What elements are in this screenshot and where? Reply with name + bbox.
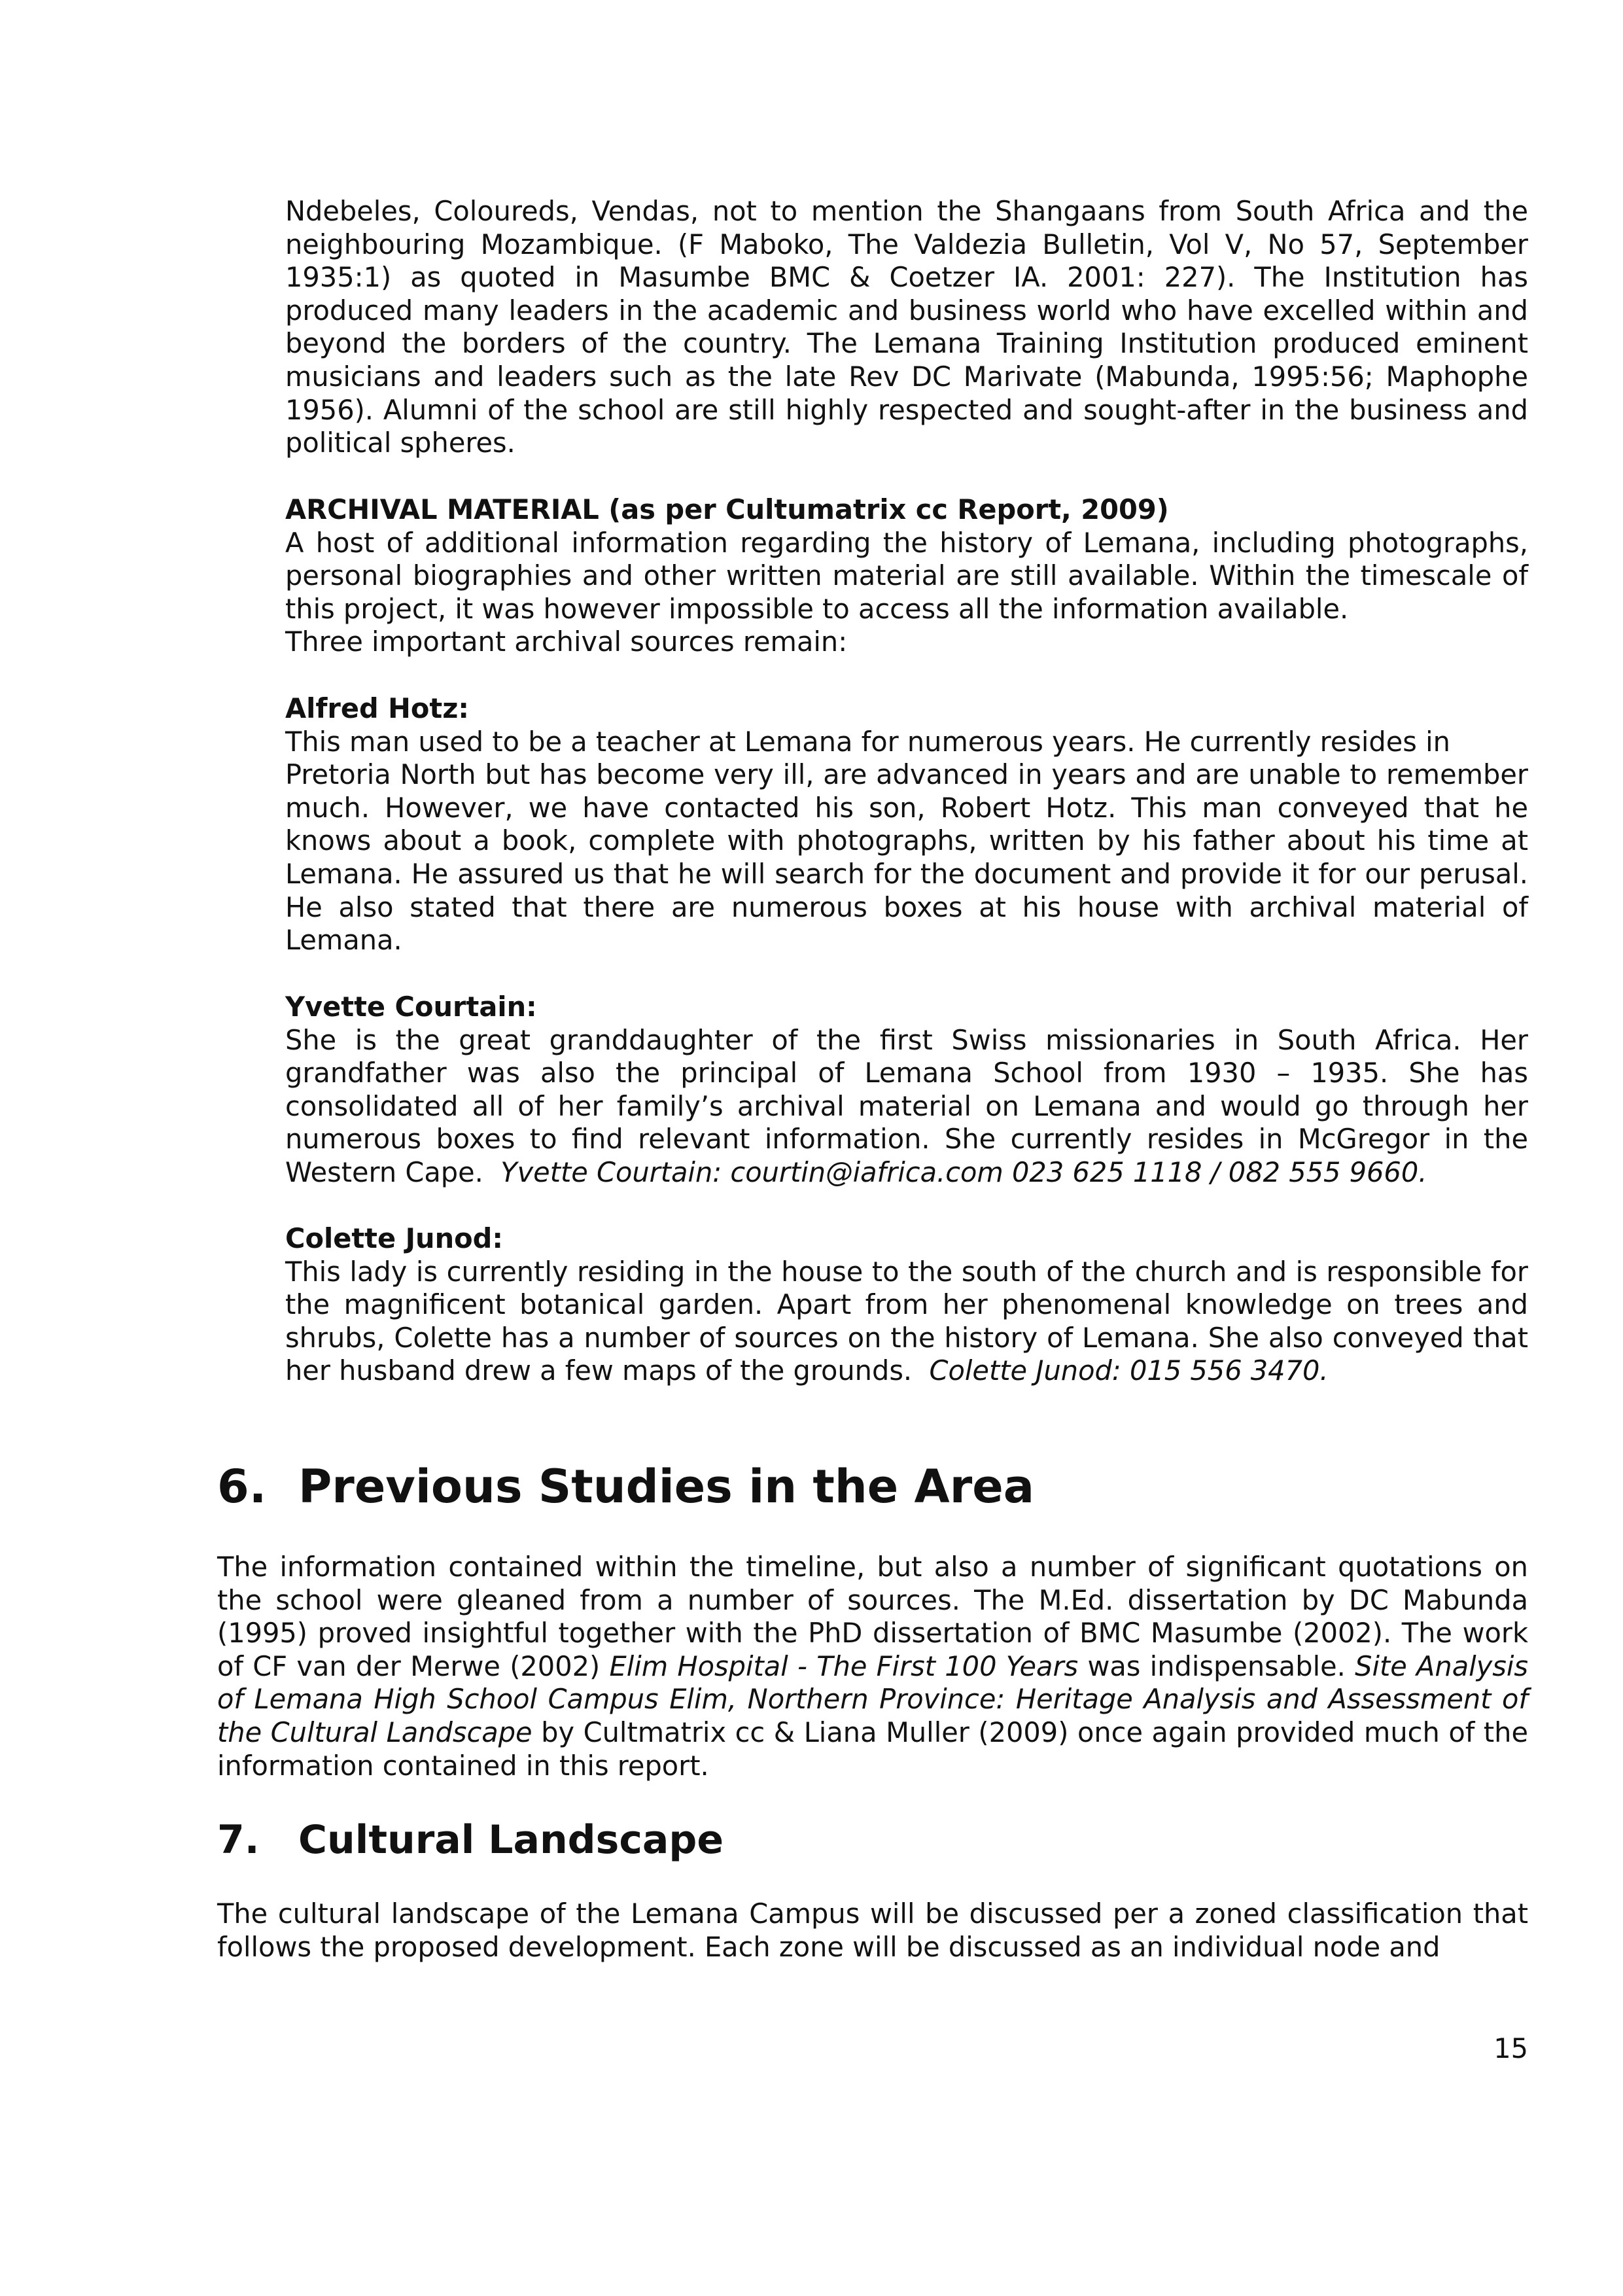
section-7-heading xyxy=(217,1816,1528,1863)
source-first-line: This man used to be a teacher at Lemana for numerous years. He currently resides in xyxy=(285,725,1450,758)
source-contact: Colette Junod: 015 556 3470. xyxy=(929,1354,1329,1387)
text-run: by Cultmatrix cc & Liana Muller (2009) once again provided much of the information contained in this report. xyxy=(217,1716,1529,1782)
section-number: 6. xyxy=(217,1460,267,1513)
section-number: 7. xyxy=(217,1817,260,1863)
source-description xyxy=(285,1024,1528,1190)
source-description xyxy=(285,1256,1528,1388)
section-7-paragraph: The cultural landscape of the Lemana Campus will be discussed per a zoned classification that follows the proposed development. Each zone will be discussed as an individual node and xyxy=(217,1898,1528,1963)
section-6-heading xyxy=(217,1459,1528,1514)
intro-paragraph: Ndebeles, Coloureds, Vendas, not to mention the Shangaans from South Africa and the neighbouring Mozambique. (F Maboko, The Valdezia Bulletin, Vol V, No 57, September 1935:1) as quoted in Masumbe BMC & Coetzer IA. 2001: 227). The Institution has produced many leaders in the academic and business world who have excelled within and beyond the borders of the country. The Lemana Training Institution produced eminent musicians and leaders such as the late Rev DC Marivate (Mabunda, 1995:56; Maphophe 1956). Alumni of the school are still highly respected and sought-after in the business and political spheres. xyxy=(285,195,1528,459)
source-yvette-courtain xyxy=(285,991,1528,1190)
source-name: Alfred Hotz: xyxy=(285,692,469,724)
source-contact: Yvette Courtain: courtin@iafrica.com 023 625 1118 / 082 555 9660. xyxy=(500,1156,1427,1188)
source-colette-junod xyxy=(285,1222,1528,1388)
source-alfred-hotz xyxy=(285,692,1528,957)
text-run: The information contained within the timeline, but also a number of significant quotations on the school were gleaned from a number of sources. The M.Ed. dissertation by DC Mabunda (1995) proved insightful together with the PhD dissertation of BMC Masumbe (2002). The work of CF van der Merwe (2002) xyxy=(217,1551,1528,1682)
archival-sources-line: Three important archival sources remain: xyxy=(285,626,848,658)
italic-title-elim-hospital: Elim Hospital - The First 100 Years xyxy=(609,1650,1079,1682)
archival-paragraph: A host of additional information regarding the history of Lemana, including photographs, personal biographies and other written material are still available. Within the timescale of this project, it was however impossible to access all the information available. xyxy=(285,526,1528,625)
source-text: This lady is currently residing in the house to the south of the church and is responsible for the magnificent botanical garden. Apart from her phenomenal knowledge on trees and shrubs, Colette has a number of sources on the history of Lemana. She also conveyed that her husband drew a few maps of the grounds. xyxy=(285,1255,1528,1387)
section-title: Previous Studies in the Area xyxy=(298,1460,1034,1513)
italic-title-site-analysis: Site Analysis of Lemana High School Campus Elim, Northern Province: Heritage Analysis and Assessment of the Cultural Landscape xyxy=(217,1650,1529,1748)
text-run: was indispensable. xyxy=(1087,1650,1346,1682)
page-number: 15 xyxy=(1493,2032,1528,2064)
archival-section xyxy=(285,493,1528,659)
archival-heading: ARCHIVAL MATERIAL (as per Cultumatrix cc Report, 2009) xyxy=(285,493,1169,525)
source-name: Colette Junod: xyxy=(285,1222,503,1254)
source-description: Pretoria North but has become very ill, are advanced in years and are unable to remember much. However, we have contacted his son, Robert Hotz. This man conveyed that he knows about a book, complete with photographs, written by his father about his time at Lemana. He assured us that he will search for the document and provide it for our perusal. He also stated that there are numerous boxes at his house with archival material of Lemana. xyxy=(285,758,1528,957)
source-name: Yvette Courtain: xyxy=(285,991,537,1023)
source-text: She is the great granddaughter of the first Swiss missionaries in South Africa. Her grandfather was also the principal of Lemana School from 1930 – 1935. She has consolidated all of her family’s archival material on Lemana and would go through her numerous boxes to find relevant information. She currently resides in McGregor in the Western Cape. xyxy=(285,1023,1528,1188)
section-6-paragraph xyxy=(217,1551,1528,1782)
section-title: Cultural Landscape xyxy=(298,1817,724,1863)
